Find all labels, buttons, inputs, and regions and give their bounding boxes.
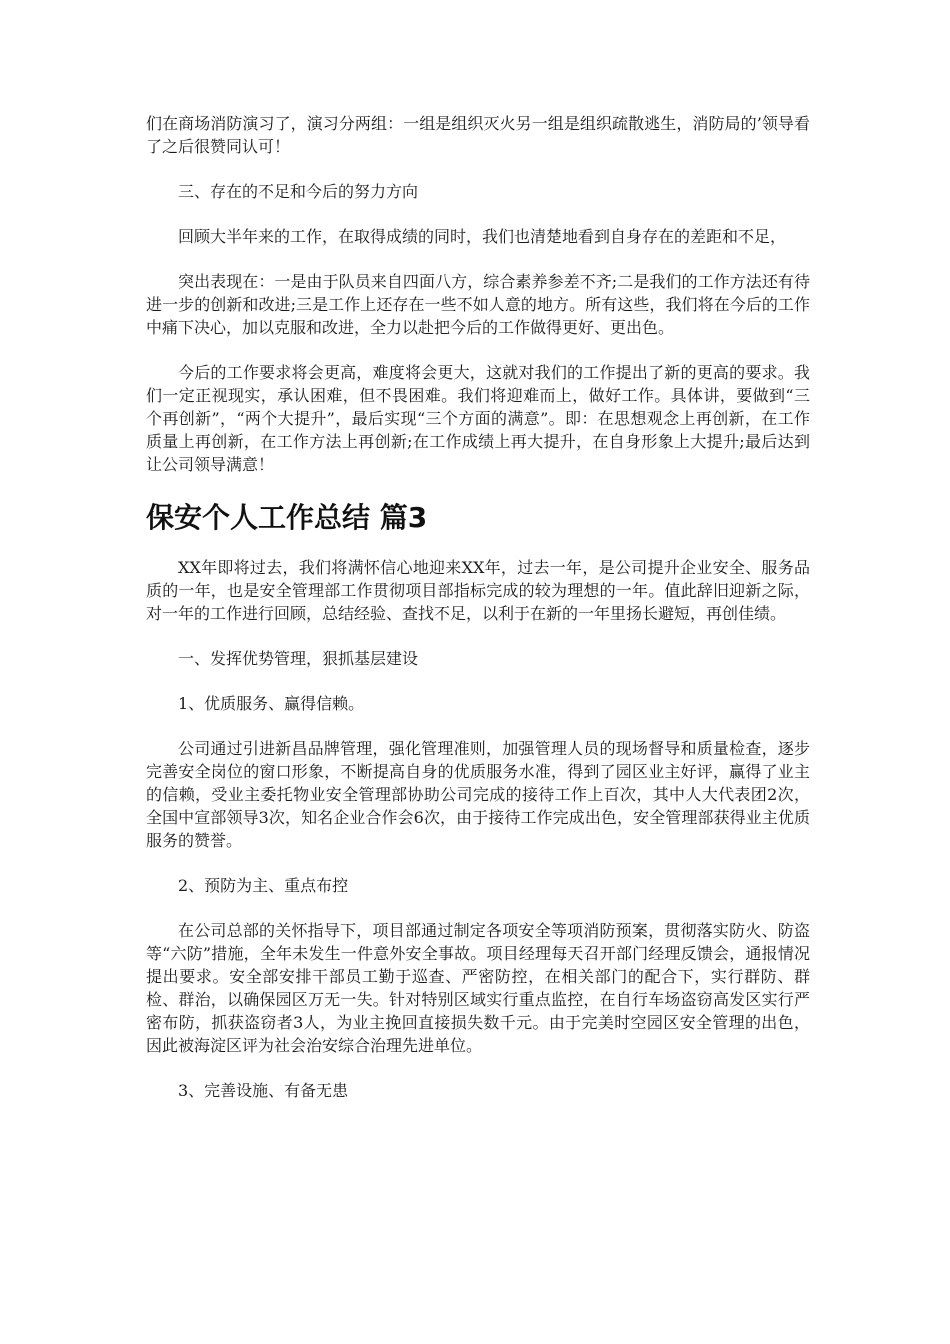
para-item-1-heading: 1、优质服务、赢得信赖。: [178, 694, 365, 713]
para-drill-continued: 们在商场消防演习了，演习分两组：一组是组织灭火另一组是组织疏散逃生，消防局的’领导看了之后很赞同认可！: [146, 114, 810, 156]
para-shortcomings: 突出表现在：一是由于队员来自四面八方，综合素养参差不齐;二是我们的工作方法还有待进一步的创新和改进;三是工作上还存在一些不如人意的地方。所有这些，我们将在今后的工作中痛下决心，加以克服和改进，全力以赴把今后的工作做得更好、更出色。: [146, 272, 810, 337]
para-item-3-heading: 3、完善设施、有备无患: [178, 1081, 349, 1100]
para-section-3-heading: 三、存在的不足和今后的努力方向: [178, 182, 419, 201]
para-item-2-heading: 2、预防为主、重点布控: [178, 876, 349, 895]
para-prevention: 在公司总部的关怀指导下，项目部通过制定各项安全等项消防预案，贯彻落实防火、防盗等“六防”措施，全年未发生一件意外安全事故。项目经理每天召开部门经理反馈会，通报情况提出要求。安全部安排干部员工勤于巡查、严密防控，在相关部门的配合下，实行群防、群检、群治，以确保园区万无一失。针对特别区域实行重点监控，在自行车场盗窃高发区实行严密布防，抓获盗窃者3人，为业主挽回直接损失数千元。由于完美时空园区安全管理的出色，因此被海淀区评为社会治安综合治理先进单位。: [146, 921, 810, 1055]
para-quality-service: 公司通过引进新昌品牌管理，强化管理准则，加强管理人员的现场督导和质量检查，逐步完善安全岗位的窗口形象，不断提高自身的优质服务水准，得到了园区业主好评，赢得了业主的信赖，受业主委托物业安全管理部协助公司完成的接待工作上百次，其中人大代表团2次，全国中宣部领导3次，知名企业合作会6次，由于接待工作完成出色，安全管理部获得业主优质服务的赞誉。: [146, 739, 810, 850]
para-section-1-heading: 一、发挥优势管理，狠抓基层建设: [178, 649, 419, 668]
para-review: 回顾大半年来的工作，在取得成绩的同时，我们也清楚地看到自身存在的差距和不足，: [178, 227, 787, 246]
document-page: [146, 112, 810, 1124]
article-title-part-3: 保安个人工作总结 篇3: [146, 501, 428, 534]
para-future-requirements: 今后的工作要求将会更高，难度将会更大，这就对我们的工作提出了新的更高的要求。我们一定正视现实，承认困难，但不畏困难。我们将迎难而上，做好工作。具体讲，要做到“三个再创新”，“两个大提升”，最后实现“三个方面的满意”。即：在思想观念上再创新，在工作质量上再创新，在工作方法上再创新;在工作成绩上再大提升，在自身形象上大提升;最后达到让公司领导满意！: [146, 363, 810, 474]
para-intro: XX年即将过去，我们将满怀信心地迎来XX年，过去一年，是公司提升企业安全、服务品质的一年，也是安全管理部工作贯彻项目部指标完成的较为理想的一年。值此辞旧迎新之际，对一年的工作进行回顾，总结经验、查找不足，以利于在新的一年里扬长避短，再创佳绩。: [146, 558, 810, 623]
